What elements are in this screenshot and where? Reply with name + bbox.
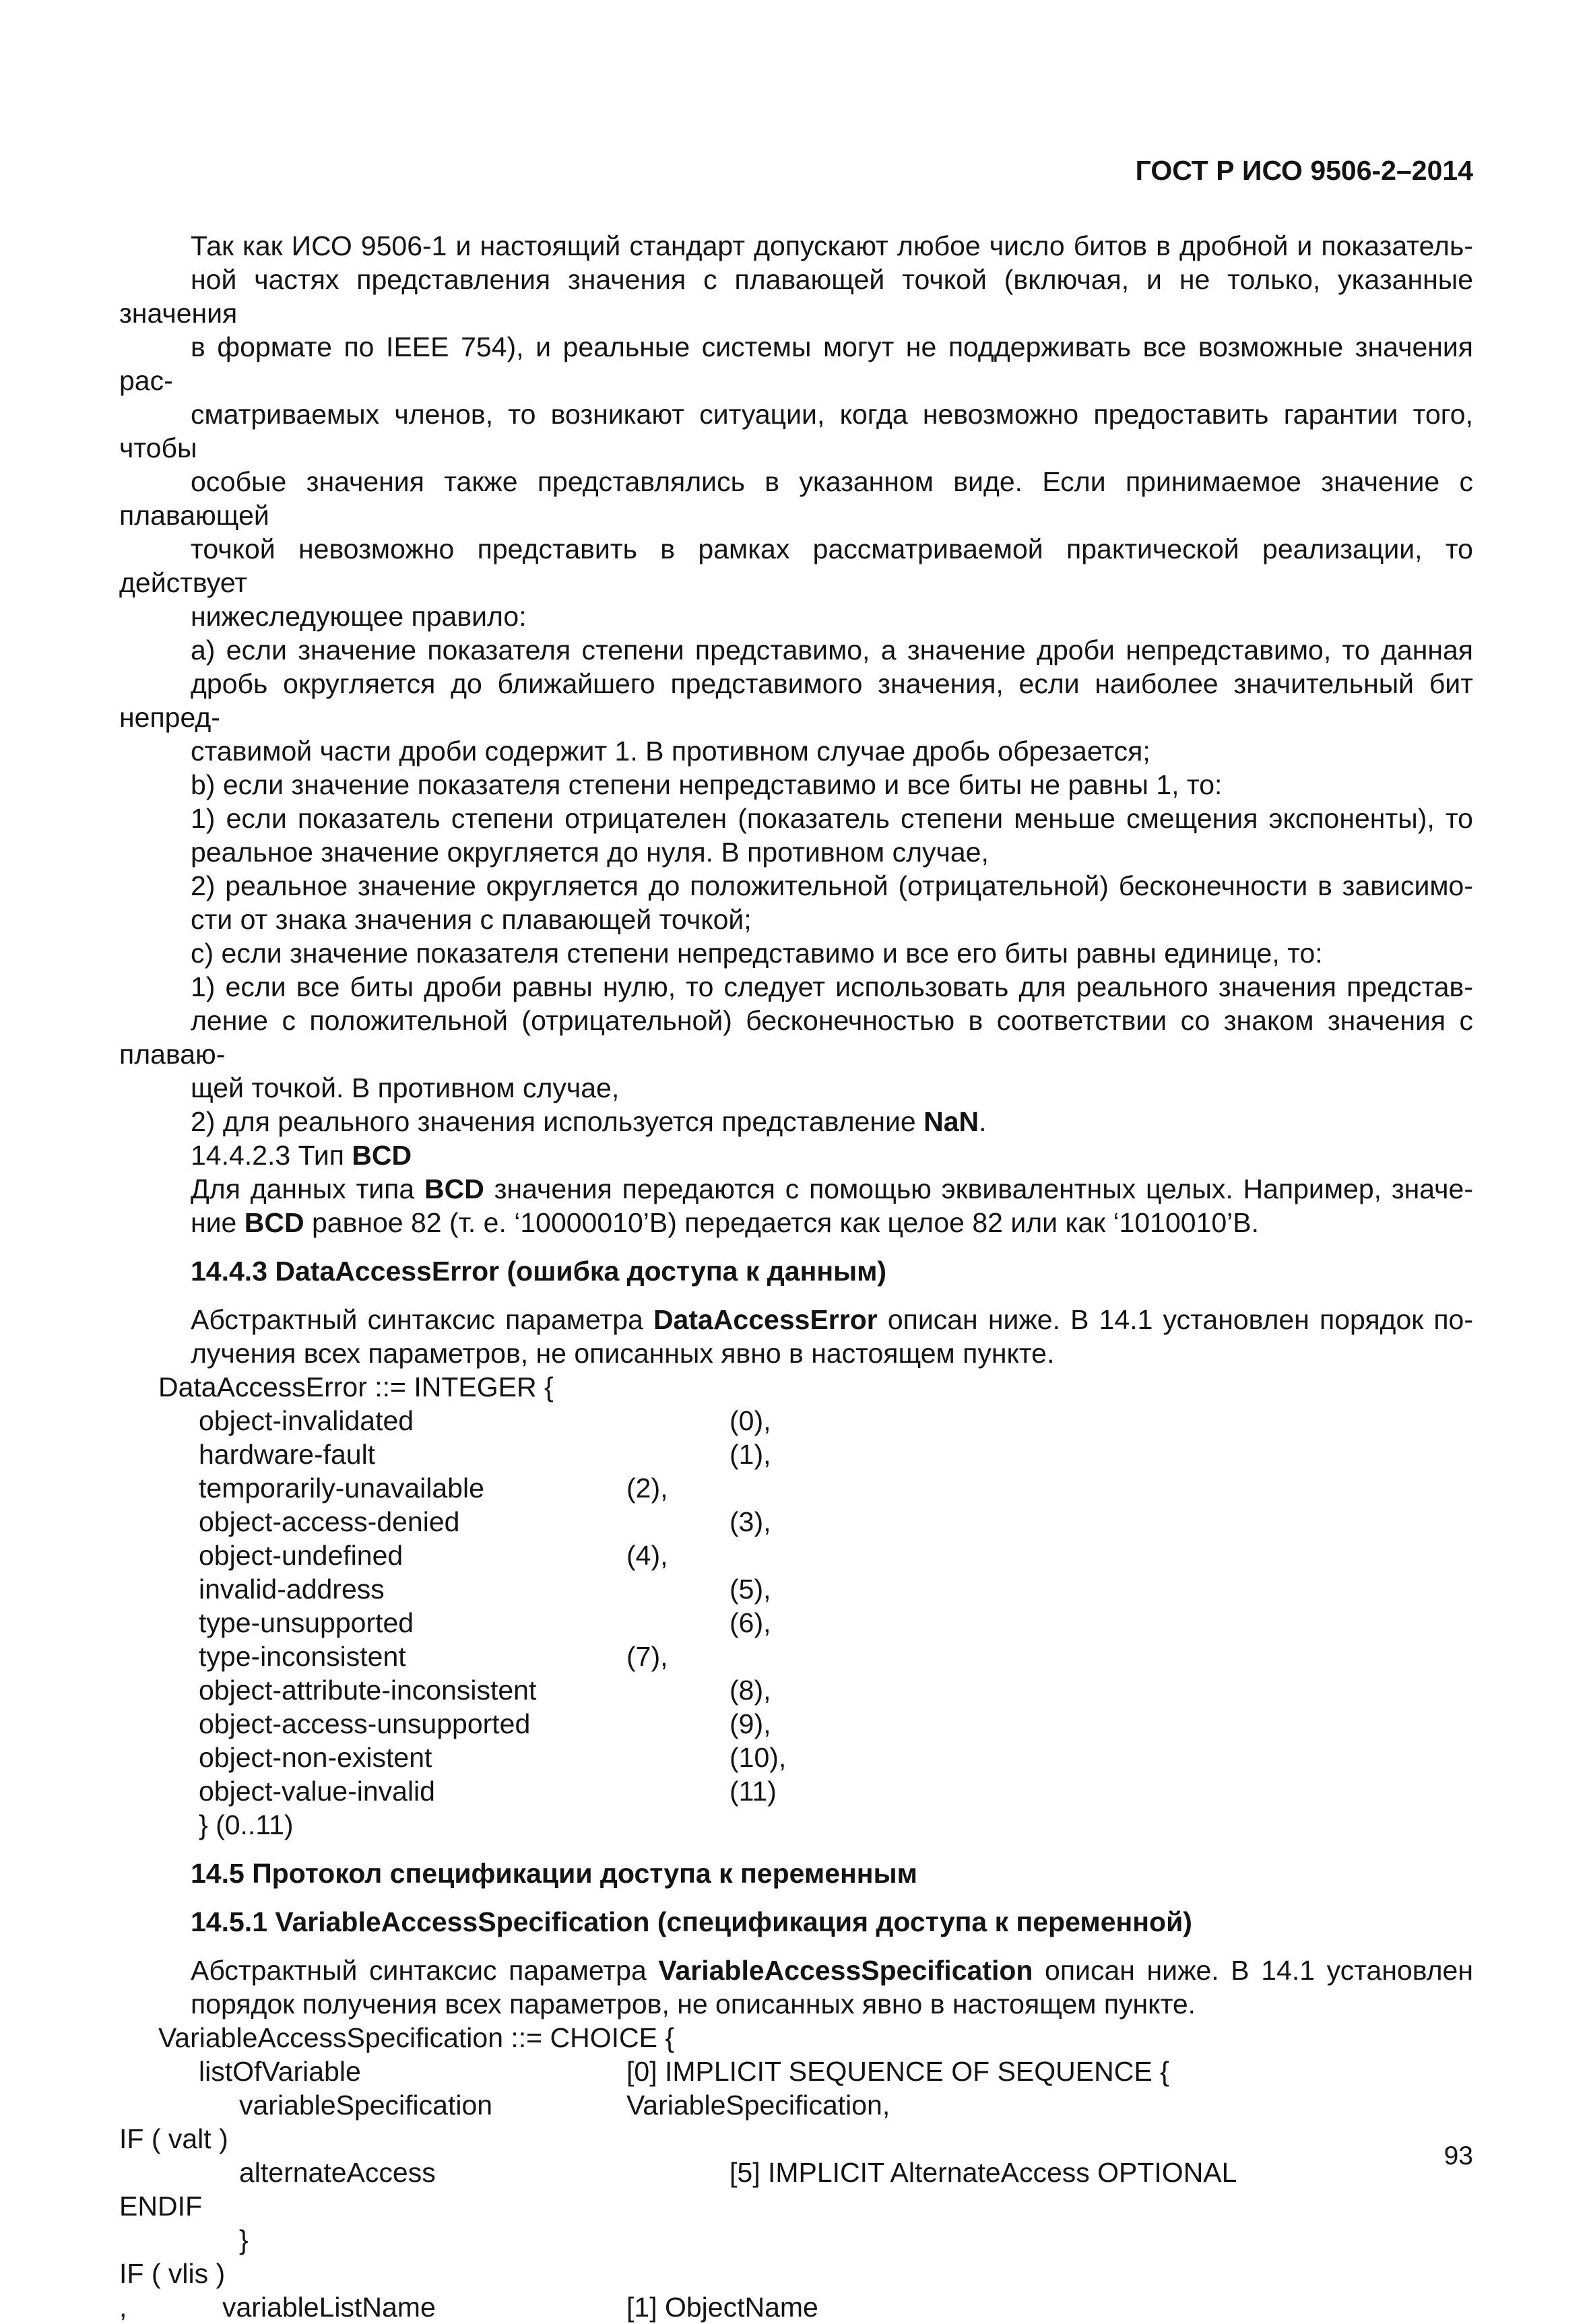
code-text: , bbox=[119, 2292, 127, 2323]
enum-name: type-inconsistent bbox=[199, 1641, 406, 1672]
enum-value: (5), bbox=[729, 1574, 771, 1605]
text-line: 1) если показатель степени отрицателен (показатель степени меньше смещения экспоненты), то bbox=[191, 803, 1473, 834]
enum-name: object-access-unsupported bbox=[199, 1708, 531, 1739]
code-line bbox=[119, 2156, 1473, 2189]
code-text: variableSpecification bbox=[239, 2090, 493, 2121]
bold-term: NaN bbox=[923, 1106, 979, 1137]
enum-name: object-access-denied bbox=[199, 1506, 460, 1537]
code-text: VariableAccessSpecification ::= CHOICE { bbox=[158, 2022, 675, 2053]
enum-value: (3), bbox=[729, 1506, 771, 1537]
enum-value: (7), bbox=[626, 1641, 668, 1672]
section-heading-14-5: 14.5 Протокол спецификации доступа к переменным bbox=[191, 1858, 917, 1889]
code-line bbox=[119, 2189, 1473, 2223]
paragraph-intro bbox=[119, 229, 1473, 633]
text-run: равное 82 (т. е. ‘10000010’B) передается как целое 82 или как ‘1010010’B. bbox=[304, 1207, 1260, 1238]
bold-term: BCD bbox=[352, 1140, 412, 1171]
enum-value: (2), bbox=[626, 1473, 668, 1504]
enum-name: hardware-fault bbox=[199, 1439, 376, 1470]
paragraph-variable-access-spec bbox=[119, 1954, 1473, 2021]
code-text: } (0..11) bbox=[199, 1809, 294, 1840]
code-enum-item bbox=[119, 1438, 1473, 1471]
text-line: нижеследующее правило: bbox=[191, 601, 527, 632]
text-run: Абстрактный синтаксис параметра bbox=[191, 1304, 653, 1335]
text-line: щей точкой. В противном случае, bbox=[191, 1072, 620, 1103]
paragraph-rule-b1 bbox=[119, 802, 1473, 869]
enum-name: type-unsupported bbox=[199, 1607, 414, 1638]
code-variable-access-spec bbox=[119, 2021, 1473, 2324]
text-run: . bbox=[979, 1106, 987, 1137]
code-text: listOfVariable bbox=[199, 2056, 361, 2087]
code-line bbox=[119, 2088, 1473, 2122]
code-enum-item bbox=[119, 1505, 1473, 1539]
section-heading-14-4-3: 14.4.3 DataAccessError (ошибка доступа к данным) bbox=[191, 1256, 887, 1287]
code-enum-item bbox=[119, 1707, 1473, 1741]
text-run: Абстрактный синтаксис параметра bbox=[191, 1955, 659, 1986]
paragraph-rule-c2 bbox=[119, 1105, 1473, 1138]
code-enum-item bbox=[119, 1741, 1473, 1774]
bold-term: DataAccessError bbox=[653, 1304, 878, 1335]
text-line: особые значения также представлялись в указанном виде. Если принимаемое значение с плавающей bbox=[119, 466, 1473, 531]
page-body bbox=[119, 229, 1473, 2324]
text-line: дробь округляется до ближайшего представимого значения, если наиболее значительный бит непред- bbox=[119, 668, 1473, 733]
text-run: значения передаются с помощью эквивалентных целых. Например, значе- bbox=[484, 1173, 1473, 1204]
text-run: Для данных типа bbox=[191, 1173, 424, 1204]
code-line bbox=[119, 1808, 1473, 1842]
code-text: variableListName bbox=[222, 2292, 436, 2323]
text-line: 2) реальное значение округляется до положительной (отрицательной) бесконечности в зависимо- bbox=[191, 870, 1473, 901]
code-text: ENDIF bbox=[119, 2191, 202, 2222]
text-line: лучения всех параметров, не описанных явно в настоящем пункте. bbox=[191, 1338, 1055, 1369]
text-line: порядок получения всех параметров, не описанных явно в настоящем пункте. bbox=[191, 1989, 1196, 2020]
code-enum-item bbox=[119, 1471, 1473, 1505]
bold-term: BCD bbox=[424, 1173, 484, 1204]
code-text: VariableSpecification, bbox=[626, 2090, 890, 2121]
paragraph-rule-c1 bbox=[119, 970, 1473, 1105]
text-line bbox=[119, 1954, 1473, 1987]
text-run: 14.4.2.3 Тип bbox=[191, 1140, 352, 1171]
section-heading-14-5-1: 14.5.1 VariableAccessSpecification (спецификация доступа к переменной) bbox=[191, 1906, 1192, 1937]
enum-value: (11) bbox=[729, 1776, 777, 1807]
code-enum-item bbox=[119, 1606, 1473, 1640]
enum-value: (0), bbox=[729, 1405, 771, 1436]
page-header: ГОСТ Р ИСО 9506-2–2014 bbox=[1135, 155, 1473, 186]
code-text: alternateAccess bbox=[239, 2157, 436, 2188]
text-line: ление с положительной (отрицательной) бесконечностью в соответствии со знаком значения с плаваю- bbox=[119, 1005, 1473, 1070]
code-enum-item bbox=[119, 1539, 1473, 1572]
text-line bbox=[119, 1172, 1473, 1206]
text-line: сматриваемых членов, то возникают ситуации, когда невозможно предоставить гарантии того, чтобы bbox=[119, 399, 1473, 463]
code-line bbox=[119, 2122, 1473, 2156]
code-line bbox=[119, 2055, 1473, 2088]
code-data-access-error bbox=[119, 1370, 1473, 1842]
code-enum-item bbox=[119, 1572, 1473, 1606]
code-text: } bbox=[239, 2224, 249, 2255]
enum-value: (6), bbox=[729, 1607, 771, 1638]
text-line: ной частях представления значения с плавающей точкой (включая, и не только, указанные значения bbox=[119, 264, 1473, 329]
bold-term: BCD bbox=[244, 1207, 304, 1238]
page-number: 93 bbox=[1443, 2141, 1473, 2170]
text-line bbox=[119, 1206, 1473, 1239]
code-enum-item bbox=[119, 1404, 1473, 1438]
enum-name: object-attribute-inconsistent bbox=[199, 1675, 537, 1706]
enum-name: object-value-invalid bbox=[199, 1776, 435, 1807]
paragraph-data-access-error bbox=[119, 1303, 1473, 1370]
text-line bbox=[119, 1303, 1473, 1336]
enum-value: (4), bbox=[626, 1540, 668, 1571]
text-line: ставимой части дроби содержит 1. В противном случае дробь обрезается; bbox=[191, 736, 1150, 767]
code-line bbox=[119, 2290, 1473, 2324]
paragraph-bcd bbox=[119, 1172, 1473, 1239]
text-run: описан ниже. В 14.1 установлен порядок по- bbox=[877, 1304, 1474, 1335]
bold-term: VariableAccessSpecification bbox=[658, 1955, 1033, 1986]
enum-name: object-invalidated bbox=[199, 1405, 414, 1436]
enum-name: temporarily-unavailable bbox=[199, 1473, 484, 1504]
code-text: [0] IMPLICIT SEQUENCE OF SEQUENCE { bbox=[626, 2056, 1169, 2087]
code-text: DataAccessError ::= INTEGER { bbox=[158, 1371, 554, 1402]
code-text: IF ( vlis ) bbox=[119, 2258, 226, 2289]
enum-value: (10), bbox=[729, 1742, 787, 1773]
code-line bbox=[119, 2223, 1473, 2257]
enum-name: invalid-address bbox=[199, 1574, 385, 1605]
text-run: ние bbox=[191, 1207, 245, 1238]
text-line: сти от знака значения с плавающей точкой; bbox=[191, 904, 752, 935]
code-line bbox=[119, 1370, 1473, 1404]
text-line: в формате по IEEE 754), и реальные системы могут не поддерживать все возможные значения рас- bbox=[119, 331, 1473, 396]
paragraph-rule-b2 bbox=[119, 869, 1473, 936]
text-line: реальное значение округляется до нуля. В противном случае, bbox=[191, 837, 989, 868]
code-text: [5] IMPLICIT AlternateAccess OPTIONAL bbox=[729, 2157, 1237, 2188]
subsection-bcd-heading bbox=[119, 1138, 1473, 1172]
code-line bbox=[119, 2257, 1473, 2290]
paragraph-rule-c: с) если значение показателя степени непредставимо и все его биты равны единице, то: bbox=[191, 938, 1323, 969]
paragraph-rule-a bbox=[119, 633, 1473, 768]
enum-value: (9), bbox=[729, 1708, 771, 1739]
code-text: [1] ObjectName bbox=[626, 2292, 818, 2323]
enum-name: object-undefined bbox=[199, 1540, 403, 1571]
text-line: а) если значение показателя степени представимо, а значение дроби непредставимо, то данная bbox=[191, 635, 1473, 666]
enum-name: object-non-existent bbox=[199, 1742, 432, 1773]
text-line: Так как ИСО 9506-1 и настоящий стандарт допускают любое число битов в дробной и показатель- bbox=[191, 230, 1473, 261]
enum-value: (1), bbox=[729, 1439, 771, 1470]
code-enum-item bbox=[119, 1774, 1473, 1808]
code-item-list bbox=[119, 1404, 1473, 1808]
text-run: описан ниже. В 14.1 установлен bbox=[1033, 1955, 1473, 1986]
code-line bbox=[119, 2021, 1473, 2055]
text-line: 1) если все биты дроби равны нулю, то следует использовать для реального значения представ- bbox=[191, 971, 1473, 1002]
code-enum-item bbox=[119, 1640, 1473, 1673]
text-run: 2) для реального значения используется представление bbox=[191, 1106, 924, 1137]
code-text: IF ( valt ) bbox=[119, 2123, 228, 2154]
enum-value: (8), bbox=[729, 1675, 771, 1706]
paragraph-rule-b: b) если значение показателя степени непредставимо и все биты не равны 1, то: bbox=[191, 769, 1223, 800]
text-line: точкой невозможно представить в рамках рассматриваемой практической реализации, то действует bbox=[119, 534, 1473, 598]
code-enum-item bbox=[119, 1673, 1473, 1707]
